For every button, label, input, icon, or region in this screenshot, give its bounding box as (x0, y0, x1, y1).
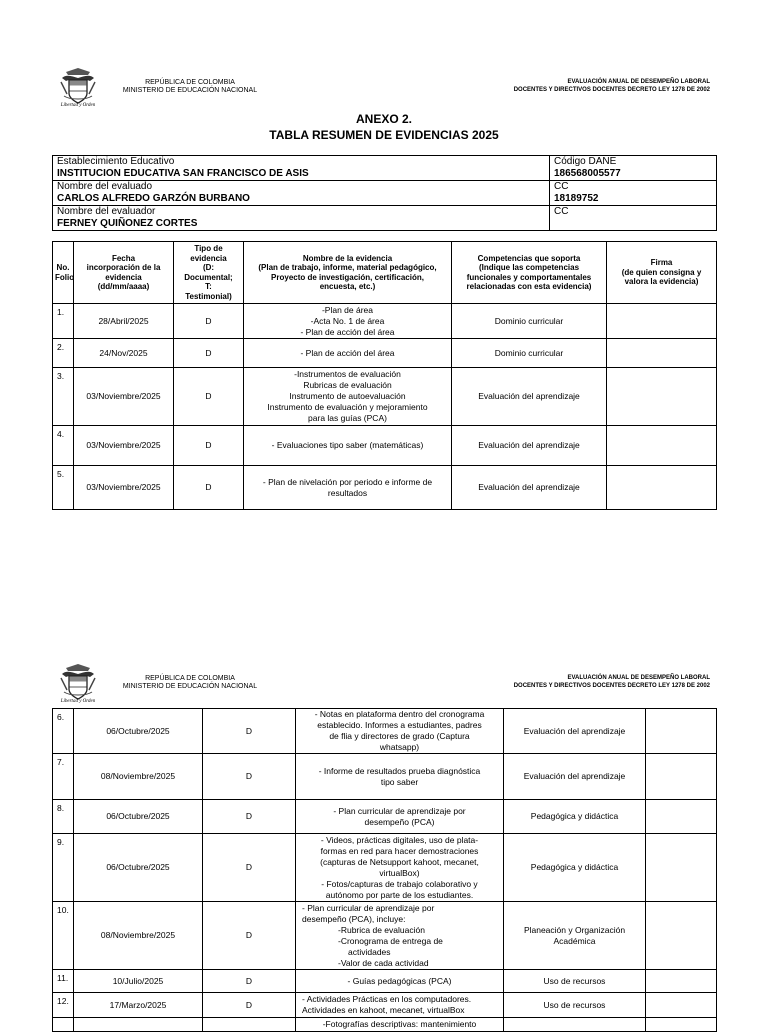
type-cell: D (174, 466, 244, 510)
school-label: Establecimiento Educativo (57, 156, 175, 167)
header-signature (607, 242, 717, 304)
competency-cell (452, 466, 607, 510)
date-cell: 06/Octubre/2025 (74, 834, 203, 902)
folio-cell: 1. (53, 304, 74, 339)
date-cell: 28/Abril/2025 (74, 304, 174, 339)
type-cell: D (174, 339, 244, 368)
header-line: Competencias que soporta (477, 253, 581, 263)
evaluator-cc-label: CC (554, 206, 569, 217)
competency-line: Pedagógica y didáctica (530, 862, 619, 872)
competency-cell (452, 426, 607, 466)
competency-cell (504, 709, 646, 754)
evidence-line: para las guías (PCA) (308, 413, 387, 423)
evaluation-title: EVALUACIÓN ANUAL DE DESEMPEÑO LABORAL (567, 675, 710, 681)
folio-cell: 3. (53, 368, 74, 426)
date-cell: 08/Noviembre/2025 (74, 902, 203, 970)
school-row (53, 156, 717, 181)
header-line: Tipo de (194, 244, 223, 253)
table-row (53, 709, 717, 754)
evidence-name-cell (244, 339, 452, 368)
evidence-line: -Cronograma de entrega de (338, 935, 443, 946)
type-cell (203, 1018, 296, 1032)
evidence-line: -Instrumentos de evaluación (294, 369, 401, 379)
dane-label: Código DANE (554, 156, 617, 167)
competency-line: Evaluación del aprendizaje (523, 725, 626, 736)
date-cell: 06/Octubre/2025 (74, 709, 203, 754)
evidence-line: actividades (348, 946, 391, 957)
motto: Libertad y Orden (60, 699, 96, 704)
header-line: (de quien consigna y (621, 267, 702, 277)
header-line: relacionadas con esta evidencia) (466, 282, 592, 291)
evidence-line: Rubricas de evaluación (303, 380, 392, 390)
header-line: Nombre de la evidencia (302, 253, 393, 263)
evidence-line: - Fotos/capturas de trabajo colaborativo y (321, 878, 478, 889)
header-line: evidencia (105, 272, 142, 282)
dane-code: 186568005577 (554, 168, 621, 179)
evidence-line: Instrumento de autoevaluación (289, 391, 406, 401)
signature-cell (607, 304, 717, 339)
table-row (53, 466, 717, 510)
organization-block (120, 675, 260, 691)
decree-line: DOCENTES Y DIRECTIVOS DOCENTES DECRETO LEY 1278 DE 2002 (513, 683, 710, 689)
evaluated-name: CARLOS ALFREDO GARZÓN BURBANO (57, 193, 250, 204)
competency-cell (452, 339, 607, 368)
competency-line: Evaluación del aprendizaje (478, 391, 580, 401)
header-line: (Indique las competencias (478, 263, 580, 272)
folio-cell: 2. (53, 339, 74, 368)
info-table (52, 155, 717, 231)
signature-cell (646, 970, 717, 993)
evidence-line: - Informe de resultados prueba diagnóstica (318, 765, 481, 776)
competency-cell (504, 902, 646, 970)
signature-cell (646, 754, 717, 800)
evidence-name-cell (244, 426, 452, 466)
competency-line: Evaluación del aprendizaje (478, 440, 580, 450)
evidence-line: Actividades en kahoot, mecanet, virtualBox (302, 1005, 465, 1015)
evaluator-row (53, 206, 717, 231)
signature-cell (646, 1018, 717, 1032)
header-line: Documental; (184, 272, 233, 282)
header-line: evidencia (190, 253, 227, 263)
folio-cell (53, 1018, 74, 1032)
evaluation-block (514, 674, 710, 690)
folio-cell: 10. (53, 902, 74, 970)
header-line: (Plan de trabajo, informe, material pedagógico, (258, 263, 437, 272)
date-cell: 03/Noviembre/2025 (74, 426, 174, 466)
competency-line: Planeación y Organización (523, 924, 626, 935)
header-line: Proyecto de investigación, certificación, (271, 272, 424, 282)
competency-line: Evaluación del aprendizaje (523, 771, 626, 781)
table-row (53, 304, 717, 339)
decree-line: DOCENTES Y DIRECTIVOS DOCENTES DECRETO LEY 1278 DE 2002 (513, 87, 710, 93)
table-row (53, 339, 717, 368)
competency-cell (504, 834, 646, 902)
evidence-line: - Guías pedagógicas (PCA) (347, 975, 452, 986)
table-row (53, 834, 717, 902)
type-cell: D (203, 754, 296, 800)
folio-cell: 12. (53, 993, 74, 1018)
header-line: Folio (55, 272, 75, 282)
header-competencies (452, 242, 607, 304)
competency-line: Uso de recursos (543, 999, 606, 1010)
signature-cell (646, 800, 717, 834)
signature-cell (607, 368, 717, 426)
header-line: T: (205, 282, 212, 291)
folio-cell: 4. (53, 426, 74, 466)
annex-title: ANEXO 2. (355, 112, 412, 126)
type-cell: D (174, 304, 244, 339)
evidence-line: tipo saber (380, 776, 419, 787)
evidence-name-cell (296, 1018, 504, 1032)
header-line: Testimonial) (185, 291, 232, 301)
evidence-line: -Rubrica de evaluación (338, 924, 425, 935)
competency-line: Académica (553, 935, 596, 946)
evidence-line: - Plan de acción del área (300, 347, 395, 358)
evaluator-label: Nombre del evaluador (57, 206, 156, 217)
folio-cell: 8. (53, 800, 74, 834)
evidence-line: - Notas en plataforma dentro del cronograma (314, 709, 485, 719)
table-title: TABLA RESUMEN DE EVIDENCIAS 2025 (269, 128, 499, 142)
type-cell: D (203, 800, 296, 834)
table-row (53, 754, 717, 800)
date-cell (74, 1018, 203, 1032)
header-line: (D: (202, 263, 215, 272)
header-line: incorporación de la (86, 263, 161, 272)
evidence-line: virtualBox) (379, 867, 420, 878)
evidence-line: - Plan de nivelación por periodo e informe de (262, 476, 433, 487)
motto: Libertad y Orden (60, 103, 96, 108)
signature-cell (607, 339, 717, 368)
ministry-name: MINISTERIO DE EDUCACIÓN NACIONAL (122, 683, 258, 690)
evidence-line: desempeño (PCA), incluye: (302, 913, 406, 924)
folio-cell: 11. (53, 970, 74, 993)
republic-name: REPÚBLICA DE COLOMBIA (145, 675, 235, 682)
evidence-line: -Valor de cada actividad (338, 957, 429, 968)
table-row (53, 993, 717, 1018)
header-line: No. (56, 263, 70, 272)
header-line: Fecha (111, 253, 136, 263)
competency-line: Uso de recursos (543, 975, 606, 986)
table-row (53, 426, 717, 466)
evidence-line: - Plan curricular de aprendizaje por (302, 902, 435, 913)
evidence-name-cell (296, 754, 504, 800)
header-evidence-name (244, 242, 452, 304)
competency-cell (452, 368, 607, 426)
date-cell: 24/Nov/2025 (74, 339, 174, 368)
evidence-line: whatsapp) (379, 742, 420, 752)
evidence-line: Instrumento de evaluación y mejoramiento (267, 402, 428, 412)
type-cell: D (203, 993, 296, 1018)
table-row (53, 970, 717, 993)
competency-line: Dominio curricular (494, 315, 564, 326)
evidence-line: -Acta No. 1 de área (310, 315, 385, 326)
table-row (53, 800, 717, 834)
evaluated-cc: 18189752 (554, 193, 599, 204)
competency-cell (504, 993, 646, 1018)
evidence-name-cell (296, 709, 504, 754)
evidence-table-page-2 (52, 708, 717, 1032)
signature-cell (646, 902, 717, 970)
evidence-name-cell (244, 466, 452, 510)
evidence-line: - Actividades Prácticas en los computadores. (302, 994, 472, 1004)
signature-cell (646, 709, 717, 754)
republic-name: REPÚBLICA DE COLOMBIA (145, 79, 235, 86)
table-row (53, 368, 717, 426)
evidence-name-cell (296, 993, 504, 1018)
table-row (53, 1018, 717, 1032)
competency-cell (504, 800, 646, 834)
competency-cell (504, 754, 646, 800)
header-line: Firma (650, 258, 673, 268)
evidence-line: formas en red para hacer demostraciones (320, 845, 479, 856)
evidence-table-page-1 (52, 241, 717, 510)
header-line: encuesta, etc.) (319, 282, 376, 291)
evidence-line: resultados (327, 487, 368, 498)
folio-cell: 5. (53, 466, 74, 510)
date-cell: 06/Octubre/2025 (74, 800, 203, 834)
evidence-name-cell (296, 834, 504, 902)
evidence-name-cell (244, 304, 452, 339)
type-cell: D (203, 902, 296, 970)
type-cell: D (203, 709, 296, 754)
competency-cell (504, 1018, 646, 1032)
evidence-line: - Plan curricular de aprendizaje por (333, 805, 466, 816)
type-cell: D (203, 970, 296, 993)
page-1-header (58, 66, 710, 116)
header-date (74, 242, 174, 304)
evidence-line: - Videos, prácticas digitales, uso de plata- (320, 834, 479, 845)
folio-cell: 7. (53, 754, 74, 800)
signature-cell (646, 834, 717, 902)
evidence-line: establecido. Informes a estudiantes, padres (317, 720, 482, 730)
evidence-line: - Plan de acción del área (300, 326, 395, 337)
evidence-line: desempeño (PCA) (364, 816, 435, 827)
ministry-name: MINISTERIO DE EDUCACIÓN NACIONAL (122, 87, 258, 94)
evidence-name-cell (244, 368, 452, 426)
competency-cell (452, 304, 607, 339)
evaluation-title: EVALUACIÓN ANUAL DE DESEMPEÑO LABORAL (567, 79, 710, 85)
competency-line: Dominio curricular (494, 347, 564, 358)
competency-cell (504, 970, 646, 993)
evidence-line: autónomo por parte de los estudiantes. (325, 889, 474, 900)
table-row (53, 902, 717, 970)
evaluated-row (53, 181, 717, 206)
organization-block (120, 79, 260, 95)
folio-cell: 9. (53, 834, 74, 902)
evidence-line: -Fotografías descriptivas: mantenimiento (322, 1019, 477, 1029)
type-cell: D (174, 426, 244, 466)
date-cell: 10/Julio/2025 (74, 970, 203, 993)
header-line: funcionales y comportamentales (466, 272, 592, 282)
date-cell: 17/Marzo/2025 (74, 993, 203, 1018)
evaluation-block (514, 78, 710, 94)
evaluated-label: Nombre del evaluado (57, 181, 153, 192)
evaluator-name: FERNEY QUIÑONEZ CORTES (57, 218, 198, 229)
competency-line: Evaluación del aprendizaje (478, 482, 580, 492)
signature-cell (646, 993, 717, 1018)
date-cell: 03/Noviembre/2025 (74, 466, 174, 510)
evidence-line: -Plan de área (321, 304, 374, 315)
header-folio (53, 242, 74, 304)
evidence-line: - Evaluaciones tipo saber (matemáticas) (271, 440, 424, 450)
page-2-header (58, 662, 710, 712)
header-type (174, 242, 244, 304)
date-cell: 08/Noviembre/2025 (74, 754, 203, 800)
date-cell: 03/Noviembre/2025 (74, 368, 174, 426)
evidence-name-cell (296, 800, 504, 834)
evidence-name-cell (296, 902, 504, 970)
header-line: (dd/mm/aaaa) (97, 282, 150, 291)
folio-cell: 6. (53, 709, 74, 754)
evidence-name-cell (296, 970, 504, 993)
type-cell: D (203, 834, 296, 902)
type-cell: D (174, 368, 244, 426)
table-header-row (53, 242, 717, 304)
signature-cell (607, 426, 717, 466)
evaluated-cc-label: CC (554, 181, 569, 192)
header-line: valora la evidencia) (624, 277, 699, 287)
school-name: INSTITUCION EDUCATIVA SAN FRANCISCO DE ASIS (57, 168, 309, 179)
signature-cell (607, 466, 717, 510)
evidence-line: de flia y directores de grado (Captura (329, 731, 470, 741)
evidence-line: (capturas de Netsupport kahoot, mecanet, (320, 856, 479, 867)
competency-line: Pedagógica y didáctica (530, 811, 619, 821)
